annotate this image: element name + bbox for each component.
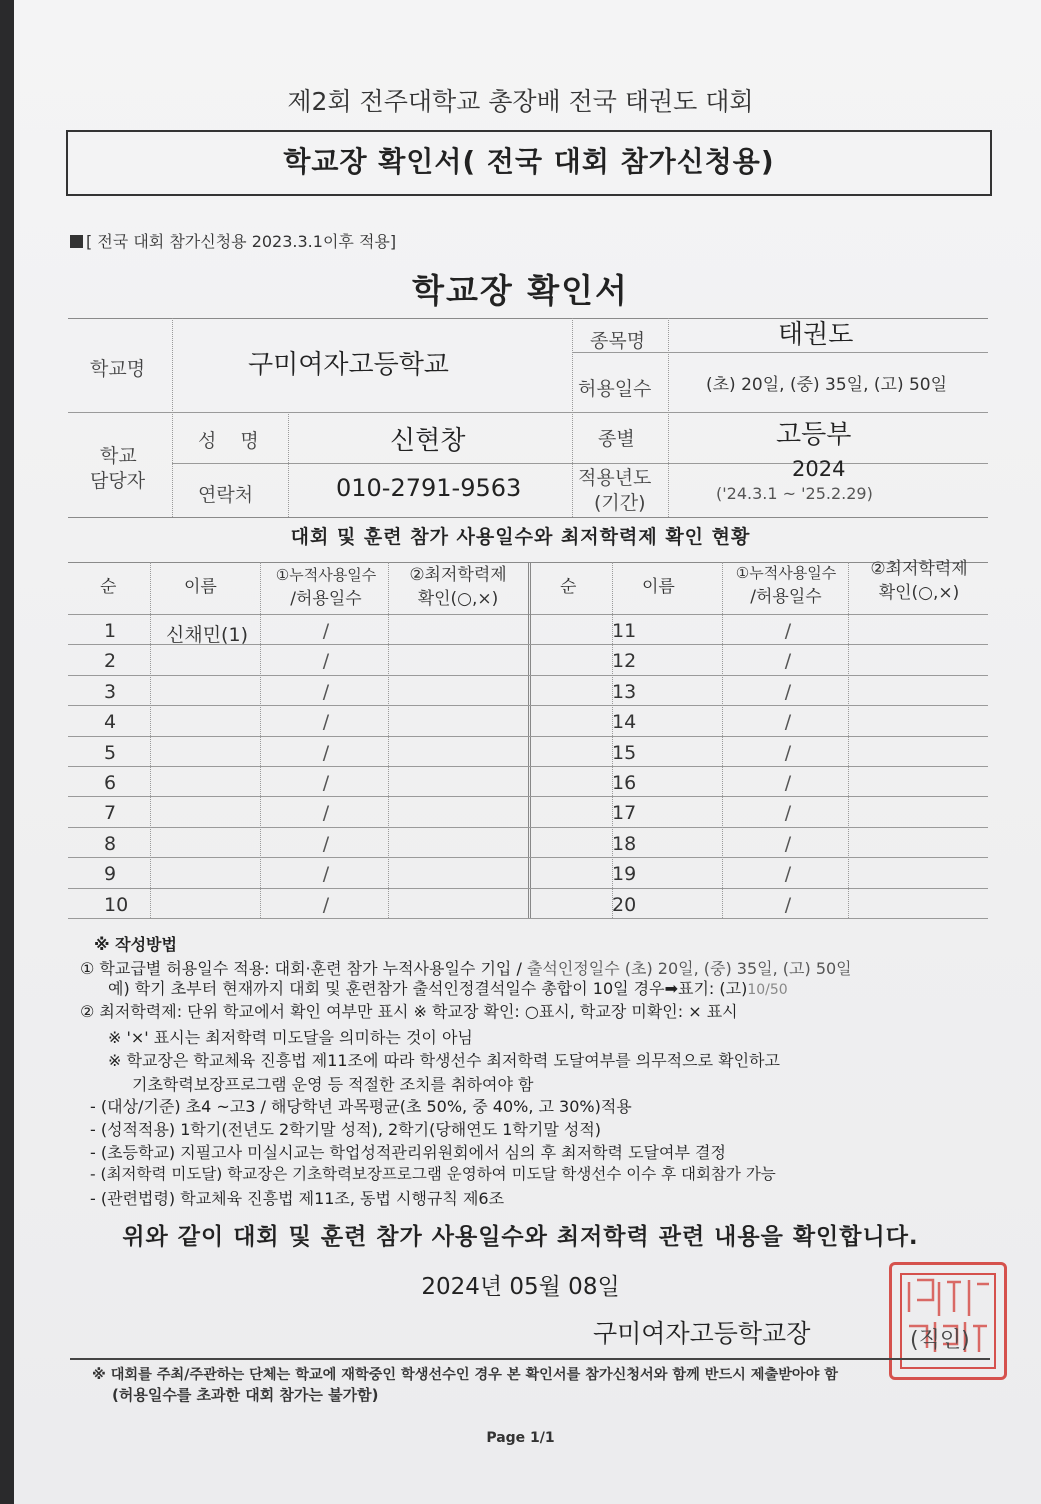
instruction-dash-4: - (최저학력 미도달) 학교장은 기초학력보장프로그램 운영하여 미도달 학생선수 이수 후 대회참가 가능 bbox=[90, 1165, 776, 1183]
row-seq: 3 bbox=[104, 680, 117, 703]
row-days: / bbox=[784, 772, 792, 794]
name-label: 성 명 bbox=[198, 430, 259, 452]
manager-label-1: 학교 bbox=[100, 445, 137, 467]
row-line bbox=[528, 827, 988, 828]
row-line bbox=[528, 705, 988, 706]
info-vline bbox=[288, 412, 289, 517]
row-days: / bbox=[784, 832, 792, 855]
row-days: / bbox=[322, 802, 330, 825]
row-seq: 2 bbox=[104, 650, 117, 673]
row-days: / bbox=[784, 863, 792, 886]
row-line bbox=[68, 888, 528, 889]
row-seq: 1 bbox=[104, 620, 117, 642]
header-min-1: ②최저학력제 bbox=[409, 565, 507, 585]
row-days: / bbox=[784, 680, 792, 703]
header-min-1-right: ②최저학력제 bbox=[870, 559, 968, 579]
info-vline bbox=[572, 318, 573, 517]
row-line bbox=[528, 736, 988, 737]
row-days: / bbox=[784, 620, 792, 642]
row-line bbox=[68, 675, 528, 676]
year-label-1: 적용년도 bbox=[578, 467, 652, 489]
row-seq: 10 bbox=[104, 893, 129, 916]
box-title-frame bbox=[66, 130, 992, 196]
header-days-2: /허용일수 bbox=[290, 589, 362, 609]
school-label: 학교명 bbox=[90, 358, 146, 380]
table-vline bbox=[388, 562, 389, 918]
row-seq: 7 bbox=[104, 802, 117, 825]
row-seq: 12 bbox=[612, 650, 637, 673]
school-value: 구미여자고등학교 bbox=[248, 350, 449, 380]
row-days: / bbox=[322, 741, 330, 764]
instruction-dash-5: - (관련법령) 학교체육 진흥법 제11조, 동법 시행규칙 제6조 bbox=[90, 1189, 505, 1208]
row-line bbox=[528, 796, 988, 797]
event-label: 종목명 bbox=[590, 330, 646, 352]
row-seq: 5 bbox=[104, 741, 117, 764]
box-title: 학교장 확인서( 전국 대회 참가신청용) bbox=[283, 145, 775, 178]
footer-note-2: (허용일수를 초과한 대회 참가는 불가함) bbox=[112, 1386, 379, 1404]
confirmation-statement: 위와 같이 대회 및 훈련 참가 사용일수와 최저학력 관련 내용을 확인합니다. bbox=[122, 1224, 919, 1250]
row-line bbox=[528, 857, 988, 858]
row-seq: 18 bbox=[612, 832, 637, 855]
footer-rule bbox=[70, 1358, 990, 1360]
header-days-2-right: /허용일수 bbox=[750, 587, 822, 607]
official-seal-stamp bbox=[889, 1262, 1007, 1380]
row-line bbox=[68, 857, 528, 858]
row-line bbox=[68, 705, 528, 706]
name-value: 신현창 bbox=[390, 426, 466, 456]
row-line bbox=[68, 644, 528, 645]
info-line bbox=[68, 412, 988, 413]
instruction-2-sub1: ※ '×' 표시는 최저학력 미도달을 의미하는 것이 아님 bbox=[108, 1028, 473, 1047]
seal-text: (직인) bbox=[910, 1328, 970, 1353]
category-label: 종별 bbox=[598, 428, 635, 450]
status-table-title: 대회 및 훈련 참가 사용일수와 최저학력제 확인 현황 bbox=[290, 526, 751, 548]
header-min-2-right: 확인(○,×) bbox=[878, 583, 960, 603]
row-days: / bbox=[322, 620, 330, 642]
table-divider bbox=[528, 562, 531, 918]
applicability-note: [ 전국 대회 참가신청용 2023.3.1이후 적용] bbox=[70, 229, 396, 252]
instruction-2: ② 최저학력제: 단위 학교에서 확인 여부만 표시 ※ 학교장 확인: ○표시, 학교장 미확인: × 표시 bbox=[80, 1002, 738, 1021]
row-days: / bbox=[322, 863, 330, 886]
row-seq: 9 bbox=[104, 863, 117, 886]
row-seq: 20 bbox=[612, 893, 637, 916]
footer-note-1: ※ 대회를 주최/주관하는 단체는 학교에 재학중인 학생선수인 경우 본 확인서를 참가신청서와 함께 반드시 제출받아야 함 bbox=[92, 1367, 838, 1383]
table-vline bbox=[150, 562, 151, 918]
row-days: / bbox=[322, 680, 330, 703]
row-seq: 14 bbox=[612, 711, 637, 734]
row-seq: 19 bbox=[612, 863, 637, 886]
row-line bbox=[528, 888, 988, 889]
header-seq: 순 bbox=[100, 577, 117, 597]
row-line bbox=[528, 766, 988, 767]
category-value: 고등부 bbox=[776, 420, 852, 450]
row-days: / bbox=[784, 650, 792, 673]
table-vline bbox=[260, 562, 261, 918]
row-seq: 4 bbox=[104, 711, 117, 734]
header-days-1: ①누적사용일수 bbox=[275, 566, 377, 584]
row-line bbox=[68, 796, 528, 797]
year-value: 2024 bbox=[792, 457, 846, 481]
info-line bbox=[68, 517, 988, 518]
row-days: / bbox=[784, 741, 792, 764]
allowed-days-value: (초) 20일, (중) 35일, (고) 50일 bbox=[706, 375, 948, 395]
square-bullet-icon bbox=[70, 235, 83, 248]
instruction-dash-2: - (성적적용) 1학기(전년도 2학기말 성적), 2학기(당해연도 1학기말 성적) bbox=[90, 1120, 602, 1139]
period-value: ('24.3.1 ~ '25.2.29) bbox=[716, 484, 873, 503]
year-label-2: (기간) bbox=[594, 492, 646, 514]
row-days: / bbox=[322, 893, 330, 916]
manager-label-2: 담당자 bbox=[90, 470, 146, 492]
row-seq: 13 bbox=[612, 680, 637, 703]
event-title: 제2회 전주대학교 총장배 전국 태권도 대회 bbox=[287, 87, 754, 116]
header-name: 이름 bbox=[184, 577, 217, 597]
page-number: Page 1/1 bbox=[486, 1430, 555, 1446]
header-name-right: 이름 bbox=[642, 577, 675, 597]
row-line bbox=[528, 918, 988, 919]
allowed-days-label: 허용일수 bbox=[578, 378, 652, 400]
row-days: / bbox=[322, 832, 330, 855]
event-value: 태권도 bbox=[778, 320, 854, 350]
row-seq: 8 bbox=[104, 832, 117, 855]
status-table bbox=[68, 552, 988, 922]
header-days-1-right: ①누적사용일수 bbox=[735, 564, 837, 582]
row-line bbox=[68, 766, 528, 767]
row-days: / bbox=[322, 711, 330, 734]
row-days: / bbox=[784, 711, 792, 734]
instructions-heading: ※ 작성방법 bbox=[94, 935, 177, 954]
row-seq: 16 bbox=[612, 772, 637, 794]
row-line bbox=[68, 827, 528, 828]
instruction-2-sub2: ※ 학교장은 학교체육 진흥법 제11조에 따라 학생선수 최저학력 도달여부를 의무적으로 확인하고 bbox=[108, 1051, 780, 1070]
confirmation-date: 2024년 05월 08일 bbox=[421, 1274, 620, 1300]
row-line bbox=[68, 736, 528, 737]
row-days: / bbox=[322, 772, 330, 794]
row-seq: 15 bbox=[612, 741, 637, 764]
row-line bbox=[68, 918, 528, 919]
row-seq: 6 bbox=[104, 772, 117, 794]
info-vline bbox=[668, 318, 669, 517]
instruction-2-sub2b: 기초학력보장프로그램 운영 등 적절한 조치를 취하여야 함 bbox=[132, 1075, 534, 1094]
header-min-2: 확인(○,×) bbox=[417, 589, 499, 609]
contact-label: 연락처 bbox=[198, 484, 254, 506]
info-vline bbox=[172, 318, 173, 517]
instruction-dash-1: - (대상/기준) 초4 ~고3 / 해당학년 과목평균(초 50%, 중 40%, 고 30%)적용 bbox=[90, 1097, 632, 1116]
doc-title: 학교장 확인서 bbox=[412, 271, 629, 310]
table-vline bbox=[722, 562, 723, 918]
instruction-1-example: 예) 학기 초부터 현재까지 대회 및 훈련참가 출석인정결석일수 총합이 10일 경우➡표기: (고)10/50 bbox=[108, 979, 788, 998]
header-seq-right: 순 bbox=[560, 577, 577, 597]
row-days: / bbox=[784, 893, 792, 916]
instruction-1: ① 학교급별 허용일수 적용: 대회·훈련 참가 누적사용일수 기입 / 출석인정일수 (초) 20일, (중) 35일, (고) 50일 bbox=[80, 959, 852, 978]
row-seq: 11 bbox=[612, 620, 637, 642]
contact-value: 010-2791-9563 bbox=[336, 474, 522, 502]
row-line bbox=[528, 644, 988, 645]
row-name: 신채민(1) bbox=[166, 624, 248, 646]
row-days: / bbox=[784, 802, 792, 825]
instruction-dash-3: - (초등학교) 지필고사 미실시교는 학업성적관리위원회에서 심의 후 최저학력 도달여부 결정 bbox=[90, 1143, 726, 1162]
principal-name: 구미여자고등학교장 bbox=[593, 1319, 811, 1348]
row-line bbox=[528, 675, 988, 676]
row-days: / bbox=[322, 650, 330, 673]
row-seq: 17 bbox=[612, 802, 637, 825]
